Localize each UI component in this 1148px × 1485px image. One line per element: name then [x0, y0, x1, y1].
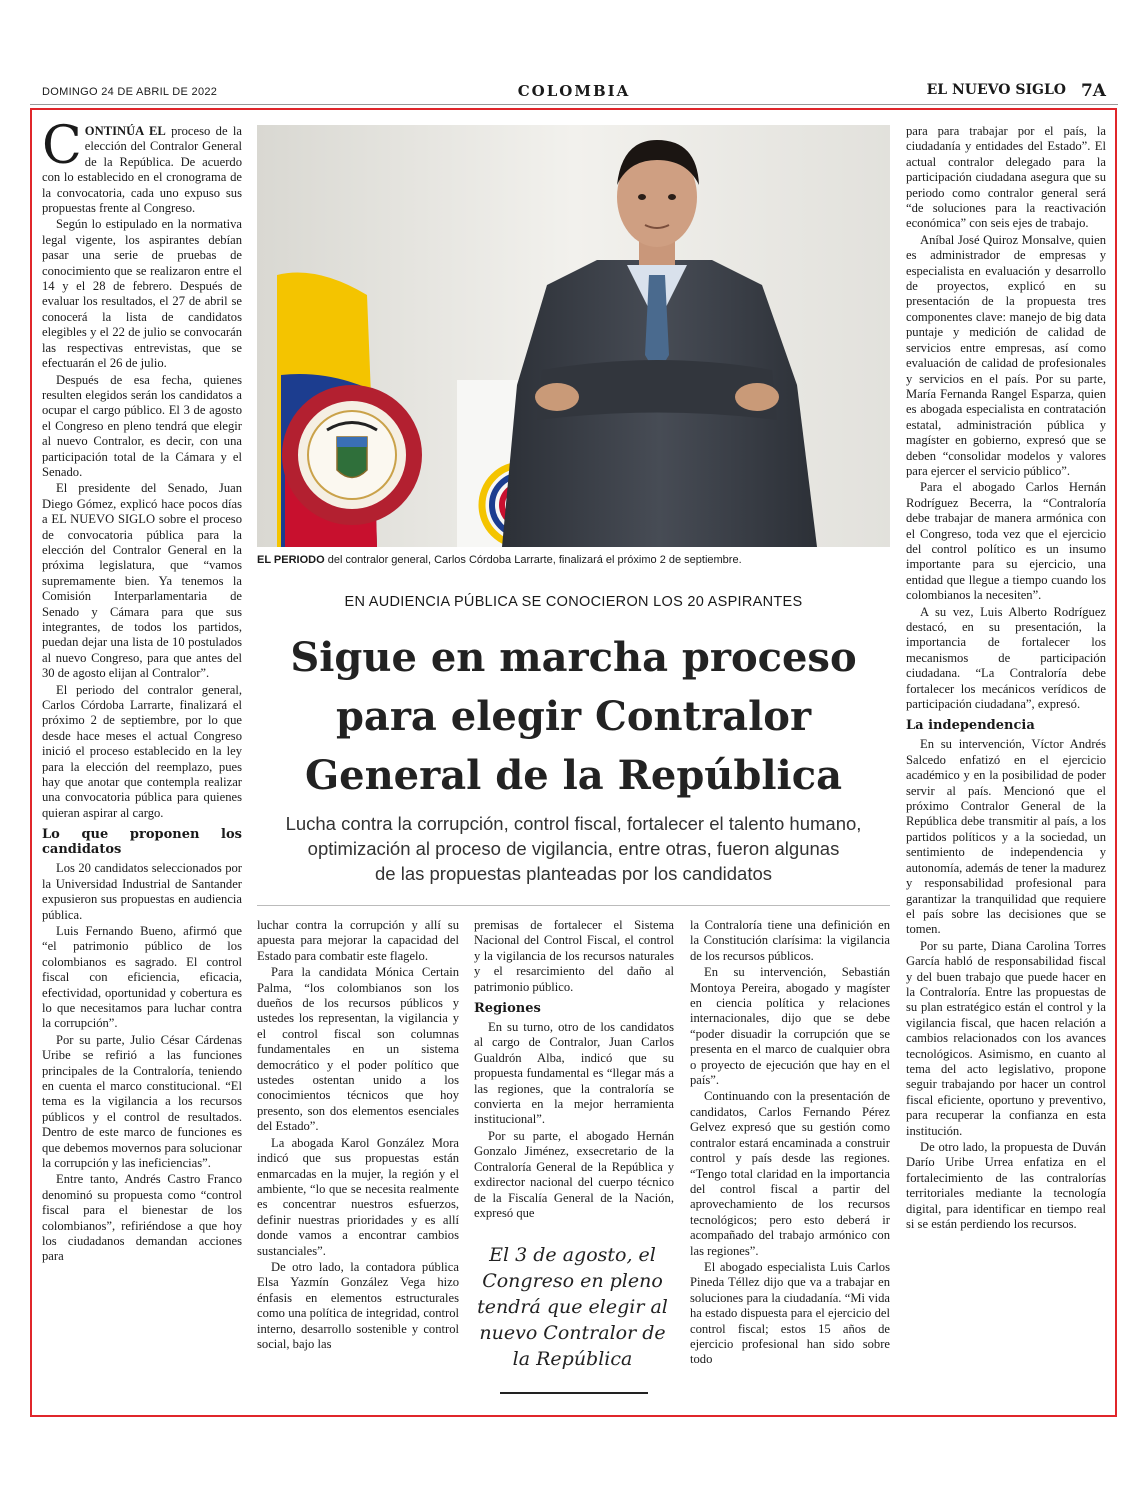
- headline: Sigue en marcha proceso para elegir Contralor General de la República: [290, 634, 857, 799]
- paragraph: Continuando con la presentación de candidatos, Carlos Fernando Pérez Gelvez expresó que su gestión como contralor estará encaminada a construir control y país desde las regiones. “Tengo total claridad en la importancia del control fiscal a partir del aprovechamiento de los recursos tecnológicos; pero esto deberá ir acompañado del trabajo armónico con las regiones”.: [690, 1089, 890, 1258]
- paragraph: El presidente del Senado, Juan Diego Gómez, explicó hace pocos días a EL NUEVO SIGLO sobre el proceso de convocatoria pública para la elección del Contralor General en la próxima legislatura, que “vamos supremamente bien. Ya tenemos la Comisión Interparlamentaria de Senado y Cámara para que sus integrantes, de todos los partidos, puedan dejar una lista de 10 postulados al nuevo Congreso, para que antes del 30 de agosto elijan al Contralor”.: [42, 481, 242, 681]
- deck-rule: [257, 905, 890, 906]
- paragraph: Por su parte, Julio César Cárdenas Uribe se refirió a las funciones principales de la Contraloría, teniendo en cuenta el marco constitucional. “El tema es la vigilancia a los recursos públicos y el control de resultados. Dentro de este marco de funciones es que debemos movernos para solucionar la corrupción y las ineficiencias”.: [42, 1032, 242, 1170]
- paragraph: Los 20 candidatos seleccionados por la Universidad Industrial de Santander expusieron sus propuestas en audiencia pública.: [42, 861, 242, 922]
- paragraph: Según lo estipulado en la normativa legal vigente, los aspirantes debían pasar una serie de pruebas de conocimiento que se realizaron entre el 14 y el 28 de febrero. Después de evaluar los resultados, el 27 de abril se conocerá la lista de candidatos elegibles y el 22 de julio se convocarán las respectivas entrevistas, que se efectuarán el 26 de julio.: [42, 217, 242, 371]
- paragraph: luchar contra la corrupción y allí su apuesta para mejorar la capacidad del Estado para combatir este flagelo.: [257, 918, 459, 963]
- column-1: [42, 116, 242, 1266]
- pull-quote: El 3 de agosto, el Congreso en pleno tendrá que elegir al nuevo Contralor de la República: [477, 1244, 668, 1370]
- kicker: EN AUDIENCIA PÚBLICA SE CONOCIERON LOS 20 ASPIRANTES: [344, 594, 803, 610]
- paragraph: CONTINÚA EL proceso de la elección del Contralor General de la República. De acuerdo con lo establecido en el cronograma de la convocatoria, cada uno expuso sus propuestas frente al Congreso.: [42, 116, 242, 216]
- issue-date: DOMINGO 24 DE ABRIL DE 2022: [42, 86, 218, 98]
- page-number: 7A: [1080, 81, 1106, 101]
- subheading: Regiones: [474, 1001, 541, 1017]
- paragraph: El abogado especialista Luis Carlos Pineda Téllez dijo que va a trabajar en soluciones para la ciudadanía. “Mi vida ha estado dispuesta para el ejercicio del control fiscal; estos 15 años de ejercicio profesional han sido sobre todo: [690, 1259, 890, 1367]
- paragraph: La abogada Karol González Mora indicó que sus propuestas están enmarcadas en la mujer, la región y el ambiente, “lo que se necesita realmente es concentrar nuestros esfuerzos, definir nuestras prioridades y es allí donde vamos a encontrar cambios sustanciales”.: [257, 1135, 459, 1258]
- drop-cap: C: [42, 116, 82, 176]
- contralor-photo: [257, 125, 890, 547]
- paragraph: Para el abogado Carlos Hernán Rodríguez Becerra, la “Contraloría debe trabajar de manera armónica con el Congreso, toda vez que el ejercicio del control político es un insumo importante para su ejercicio, una entidad que llegue a tiempo cuando los colombianos la necesiten”.: [906, 480, 1106, 603]
- paragraph: premisas de fortalecer el Sistema Nacional del Control Fiscal, el control y la vigilancia de los recursos naturales y el resarcimiento del daño al patrimonio público.: [474, 918, 674, 994]
- paragraph: Por su parte, Diana Carolina Torres García habló de responsabilidad fiscal y del buen trabajo que puede hacer en la Contraloría. Entre las propuestas de su plan estratégico están el control y la vigilancia fiscal, que hacen relación a cambios relacionados con los avances tecnológicos. Asimismo, en cuanto al tema del acto legislativo, propone seguir trabajando por hacer un control fiscal eficiente, oportuno y preventivo, para recuperar la confianza en esta institución.: [906, 938, 1106, 1138]
- photo-illustration: [257, 125, 890, 547]
- paragraph: De otro lado, la contadora pública Elsa Yazmín González Vega hizo énfasis en elementos estructurales como una política de integridad, control interno, desarrollo sostenible y control social, bajo las: [257, 1259, 459, 1351]
- paragraph: Para la candidata Mónica Certain Palma, “los colombianos son los dueños de los recursos públicos y ustedes los representan, la vigilancia y el control fiscal son columnas fundamentales en un sistema democrático y el poder político que ustedes ostentan unido a los conocimientos técnicos que hoy presento, son dos elementos esenciales del Estado”.: [257, 965, 459, 1134]
- publication-name: EL NUEVO SIGLO: [926, 82, 1066, 98]
- subheading: La independencia: [906, 718, 1035, 734]
- column-4: [690, 918, 890, 1369]
- paragraph: Después de esa fecha, quienes resulten elegidos serán los candidatos a ocupar el cargo público. El 3 de agosto el Congreso en pleno tendrá que elegir al nuevo Contralor, es decir, con una participación total de la Cámara y el Senado.: [42, 372, 242, 479]
- paragraph: En su turno, otro de los candidatos al cargo de Contralor, Juan Carlos Gualdrón Alba, indicó que su propuesta fundamental es “llegar más a las regiones, que la contraloría se convierta en la mejor herramienta institucional”.: [474, 1020, 674, 1127]
- paragraph: la Contraloría tiene una definición en la Constitución clarísima: la vigilancia de los recursos públicos.: [690, 918, 890, 963]
- column-2: [257, 918, 459, 1353]
- paragraph: Por su parte, el abogado Hernán Gonzalo Jiménez, exsecretario de la Contraloría General de la República y exdirector nacional del cuerpo técnico de la Fiscalía General de la Nación, expresó que: [474, 1128, 674, 1220]
- pull-quote-rule: [500, 1392, 648, 1394]
- deck: Lucha contra la corrupción, control fiscal, fortalecer el talento humano, optimización al proceso de vigilancia, entre otras, fueron algunas de las propuestas planteadas por los candidatos: [285, 813, 862, 884]
- header-rule: [30, 104, 1118, 105]
- paragraph: Entre tanto, Andrés Castro Franco denominó su propuesta como “control fiscal para el bienestar de los colombianos”, refiriéndose a que hoy los ciudadanos demandan acciones para: [42, 1172, 242, 1264]
- paragraph: Aníbal José Quiroz Monsalve, quien es administrador de empresas y especialista en evaluación y desarrollo de proyectos, explicó en su presentación de la propuesta tres componentes clave: manejo de big data puntaje y medición de calidad de servicios entre empresas, así como evaluación de calidad de profesionales y servicios en el país. Por su parte, María Fernanda Rangel Esparza, quien es abogada especialista en contratación estatal, administración pública y magíster en gobierno, expresó que se deben “consolidar modelos y valores para ejercer el servicio público”.: [906, 232, 1106, 478]
- section-title: COLOMBIA: [517, 82, 631, 100]
- photo-caption: EL PERIODO del contralor general, Carlos Córdoba Larrarte, finalizará el próximo 2 de septiembre.: [257, 554, 742, 566]
- lead-in: ONTINÚA EL: [84, 124, 166, 138]
- paragraph: El periodo del contralor general, Carlos Córdoba Larrarte, finalizará el próximo 2 de septiembre, por lo que desde hace meses el actual Congreso inició el proceso establecido en la ley para la elección del reemplazo, pues hay que anotar que contempla realizar una convocatoria pública para quienes quieran aspirar al cargo.: [42, 682, 242, 820]
- paragraph: para para trabajar por el país, la ciudadanía y entidades del Estado”. El actual contralor delegado para la participación ciudadana asegura que su periodo como contralor general será “de soluciones para la reactivación económica” con seis ejes de trabajo.: [906, 124, 1106, 231]
- subheading: Lo que proponen los candidatos: [42, 827, 242, 858]
- paragraph: En su intervención, Sebastián Montoya Pereira, abogado y magíster en ciencia política y relaciones internacionales, dijo que se debe “poder disuadir la corrupción que se presenta en el marco de cualquier obra o proyecto de ejecución que hay en el país”.: [690, 965, 890, 1088]
- column-3: [474, 918, 674, 1222]
- page-header: [42, 82, 1106, 102]
- paragraph: En su intervención, Víctor Andrés Salcedo enfatizó en el ejercicio académico y en la posibilidad de poder servir al país. Mencionó que el próximo Contralor General de la República debe transmitir al país, a los partidos políticos y a la sociedad, un sentimiento de independencia y autonomía, además de tener la madurez y responsabilidad profesional para garantizar la tranquilidad que requiere el país sobre las decisiones que se tomen.: [906, 737, 1106, 937]
- paragraph: De otro lado, la propuesta de Duván Darío Uribe Urrea enfatiza en el fortalecimiento de las contralorías territoriales mediante la tecnología digital, para identificar en tiempo real si se están perdiendo los recursos.: [906, 1140, 1106, 1232]
- paragraph: Luis Fernando Bueno, afirmó que “el patrimonio público de los colombianos es sagrado. El control fiscal con eficiencia, eficacia, efectividad, oportunidad y cobertura es lo que necesitamos para luchar contra la corrupción”.: [42, 923, 242, 1031]
- paragraph: A su vez, Luis Alberto Rodríguez destacó, en su presentación, la importancia de fortalecer los mecanismos de participación ciudadana. “La Contraloría debe fortalecer los mecánicos verídicos de participación ciudadana”, expresó.: [906, 604, 1106, 712]
- column-5: [906, 124, 1106, 1233]
